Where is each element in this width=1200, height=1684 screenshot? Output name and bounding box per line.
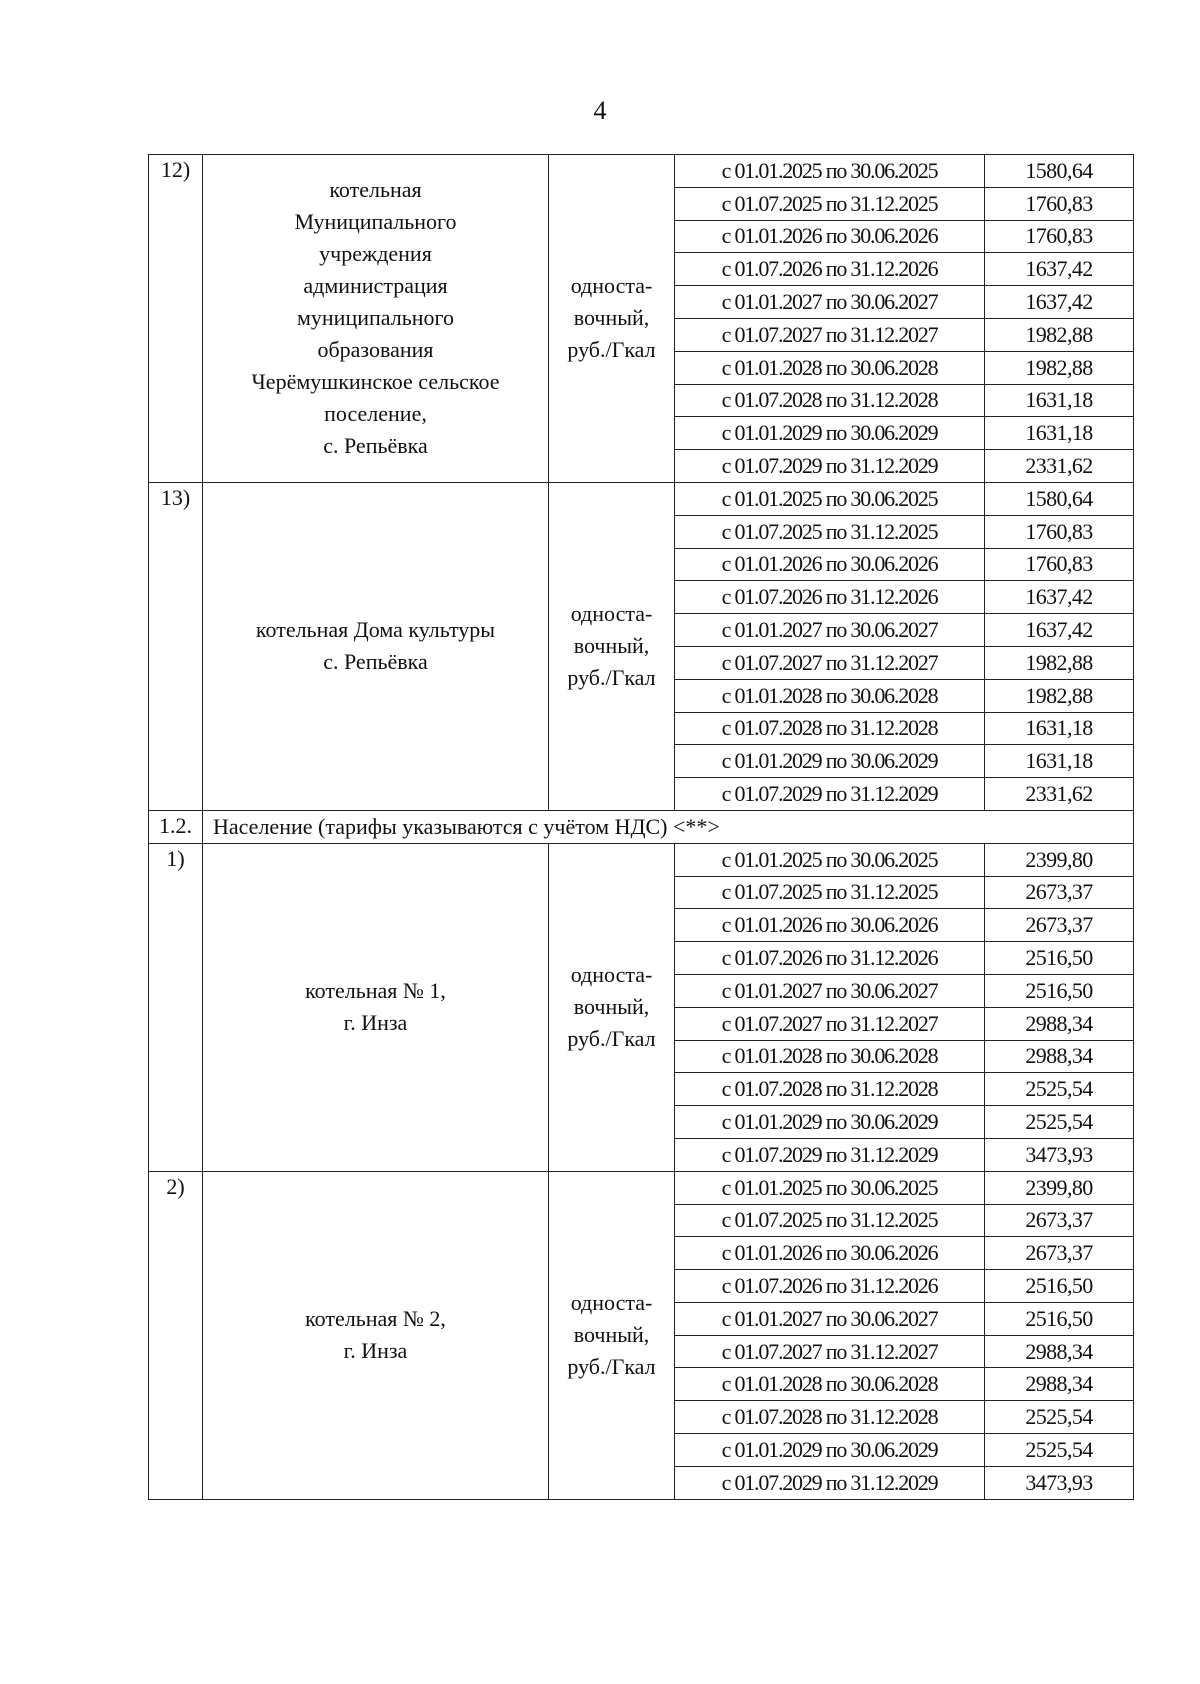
- period-cell: с 01.01.2026 по 30.06.2026: [675, 548, 985, 581]
- page-number: 4: [593, 96, 607, 125]
- period-cell: с 01.07.2029 по 31.12.2029: [675, 1466, 985, 1499]
- tariff-unit-text: односта- вочный, руб./Гкал: [567, 1290, 656, 1380]
- tariff-value: 1631,18: [985, 417, 1134, 450]
- period-cell: с 01.07.2027 по 31.12.2027: [675, 318, 985, 351]
- period-cell: с 01.01.2027 по 30.06.2027: [675, 1302, 985, 1335]
- tariff-value: 3473,93: [985, 1466, 1134, 1499]
- tariff-value: 2516,50: [985, 1270, 1134, 1303]
- tariff-unit-text: односта- вочный, руб./Гкал: [567, 601, 656, 691]
- period-cell: с 01.07.2026 по 31.12.2026: [675, 253, 985, 286]
- tariff-value: 2673,37: [985, 909, 1134, 942]
- section-row: [149, 810, 1134, 843]
- boiler-name: [203, 1171, 549, 1499]
- boiler-name: [203, 482, 549, 810]
- entry-number: 2): [149, 1171, 203, 1499]
- tariff-value: 2399,80: [985, 843, 1134, 876]
- period-cell: с 01.07.2029 по 31.12.2029: [675, 778, 985, 811]
- tariff-value: 2988,34: [985, 1335, 1134, 1368]
- tariff-unit: [549, 482, 675, 810]
- tariff-value: 2988,34: [985, 1040, 1134, 1073]
- section-title: Население (тарифы указываются с учётом НДС) <**>: [203, 810, 1134, 843]
- period-cell: с 01.01.2028 по 30.06.2028: [675, 679, 985, 712]
- tariff-unit-text: односта- вочный, руб./Гкал: [567, 273, 656, 363]
- tariff-value: 2673,37: [985, 1237, 1134, 1270]
- tariff-value: 2525,54: [985, 1073, 1134, 1106]
- tariff-value: 1760,83: [985, 187, 1134, 220]
- period-cell: с 01.01.2029 по 30.06.2029: [675, 745, 985, 778]
- tariff-value: 1982,88: [985, 318, 1134, 351]
- period-cell: с 01.07.2028 по 31.12.2028: [675, 1401, 985, 1434]
- tariff-value: 2331,62: [985, 778, 1134, 811]
- tariff-value: 2516,50: [985, 1302, 1134, 1335]
- period-cell: с 01.07.2028 по 31.12.2028: [675, 712, 985, 745]
- period-cell: с 01.07.2025 по 31.12.2025: [675, 1204, 985, 1237]
- tariff-value: 1760,83: [985, 515, 1134, 548]
- entry-number: 13): [149, 482, 203, 810]
- period-cell: с 01.01.2028 по 30.06.2028: [675, 1040, 985, 1073]
- period-cell: с 01.07.2027 по 31.12.2027: [675, 1335, 985, 1368]
- period-cell: с 01.07.2028 по 31.12.2028: [675, 384, 985, 417]
- period-cell: с 01.07.2025 по 31.12.2025: [675, 515, 985, 548]
- period-cell: с 01.07.2027 по 31.12.2027: [675, 1007, 985, 1040]
- period-cell: с 01.07.2025 по 31.12.2025: [675, 876, 985, 909]
- tariff-value: 2673,37: [985, 876, 1134, 909]
- period-cell: с 01.07.2026 по 31.12.2026: [675, 1270, 985, 1303]
- tariff-value: 2525,54: [985, 1106, 1134, 1139]
- entry-number: 12): [149, 155, 203, 483]
- boiler-name: [203, 155, 549, 483]
- period-cell: с 01.01.2025 по 30.06.2025: [675, 1171, 985, 1204]
- period-cell: с 01.01.2025 по 30.06.2025: [675, 482, 985, 515]
- tariff-value: 2525,54: [985, 1401, 1134, 1434]
- table-row: [149, 482, 1134, 515]
- section-number: 1.2.: [149, 810, 203, 843]
- period-cell: с 01.01.2027 по 30.06.2027: [675, 614, 985, 647]
- period-cell: с 01.07.2026 по 31.12.2026: [675, 581, 985, 614]
- tariff-value: 1982,88: [985, 351, 1134, 384]
- tariff-value: 2988,34: [985, 1007, 1134, 1040]
- period-cell: с 01.01.2025 по 30.06.2025: [675, 843, 985, 876]
- period-cell: с 01.07.2029 по 31.12.2029: [675, 1138, 985, 1171]
- period-cell: с 01.07.2027 по 31.12.2027: [675, 646, 985, 679]
- tariff-unit: [549, 155, 675, 483]
- period-cell: с 01.01.2026 по 30.06.2026: [675, 1237, 985, 1270]
- tariff-value: 1760,83: [985, 548, 1134, 581]
- tariff-value: 1580,64: [985, 482, 1134, 515]
- period-cell: с 01.01.2029 по 30.06.2029: [675, 417, 985, 450]
- table-row: [149, 155, 1134, 188]
- tariff-unit-text: односта- вочный, руб./Гкал: [567, 962, 656, 1052]
- period-cell: с 01.07.2025 по 31.12.2025: [675, 187, 985, 220]
- tariff-value: 2516,50: [985, 942, 1134, 975]
- tariff-value: 2673,37: [985, 1204, 1134, 1237]
- tariff-value: 1637,42: [985, 581, 1134, 614]
- period-cell: с 01.01.2028 по 30.06.2028: [675, 351, 985, 384]
- period-cell: с 01.01.2029 по 30.06.2029: [675, 1434, 985, 1467]
- period-cell: с 01.07.2029 по 31.12.2029: [675, 450, 985, 483]
- period-cell: с 01.01.2027 по 30.06.2027: [675, 974, 985, 1007]
- table-row: [149, 843, 1134, 876]
- tariff-value: 1760,83: [985, 220, 1134, 253]
- tariff-value: 2331,62: [985, 450, 1134, 483]
- boiler-name-text: котельная № 1, г. Инза: [305, 978, 446, 1036]
- period-cell: с 01.01.2029 по 30.06.2029: [675, 1106, 985, 1139]
- tariff-value: 1637,42: [985, 286, 1134, 319]
- period-cell: с 01.07.2026 по 31.12.2026: [675, 942, 985, 975]
- tariff-unit: [549, 1171, 675, 1499]
- boiler-name-text: котельная Муниципального учреждения администрация муниципального образования Черёмушкинское сельское поселение, с. Репьёвка: [251, 177, 500, 459]
- tariff-value: 1580,64: [985, 155, 1134, 188]
- table-row: [149, 1171, 1134, 1204]
- period-cell: с 01.01.2028 по 30.06.2028: [675, 1368, 985, 1401]
- period-cell: с 01.01.2025 по 30.06.2025: [675, 155, 985, 188]
- period-cell: с 01.01.2026 по 30.06.2026: [675, 220, 985, 253]
- tariff-value: 1637,42: [985, 614, 1134, 647]
- tariff-value: 1637,42: [985, 253, 1134, 286]
- tariff-unit: [549, 843, 675, 1171]
- tariff-value: 1631,18: [985, 745, 1134, 778]
- tariff-value: 2399,80: [985, 1171, 1134, 1204]
- period-cell: с 01.01.2027 по 30.06.2027: [675, 286, 985, 319]
- tariff-table: [148, 154, 1134, 1500]
- tariff-value: 1982,88: [985, 646, 1134, 679]
- tariff-value: 2516,50: [985, 974, 1134, 1007]
- tariff-value: 1631,18: [985, 384, 1134, 417]
- period-cell: с 01.01.2026 по 30.06.2026: [675, 909, 985, 942]
- boiler-name-text: котельная № 2, г. Инза: [305, 1306, 446, 1364]
- tariff-value: 2525,54: [985, 1434, 1134, 1467]
- tariff-value: 2988,34: [985, 1368, 1134, 1401]
- boiler-name-text: котельная Дома культуры с. Репьёвка: [255, 617, 496, 675]
- boiler-name: [203, 843, 549, 1171]
- tariff-value: 1982,88: [985, 679, 1134, 712]
- tariff-value: 1631,18: [985, 712, 1134, 745]
- tariff-value: 3473,93: [985, 1138, 1134, 1171]
- entry-number: 1): [149, 843, 203, 1171]
- period-cell: с 01.07.2028 по 31.12.2028: [675, 1073, 985, 1106]
